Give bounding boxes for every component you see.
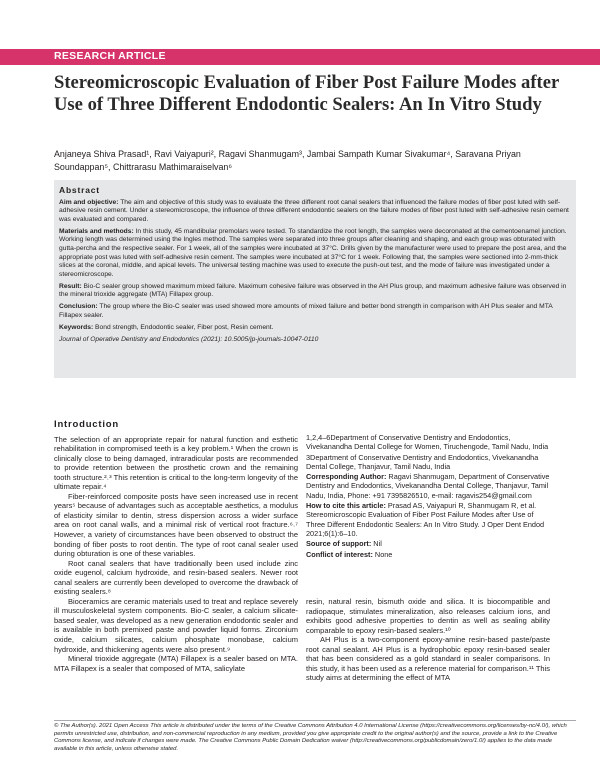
- result-label: Result:: [59, 282, 82, 290]
- cite-text: Prasad AS, Vaiyapuri R, Shanmugam R, et al. Stereomicroscopic Evaluation of Fiber Post Failure Modes after Use of Three Different Endodontic Sealers: An In Vitro Study. J Oper Dent Endod 2021;6(1):6–10.: [306, 501, 545, 538]
- right-column: [306, 597, 550, 683]
- affiliations-block: [306, 433, 550, 560]
- how-to-cite: [306, 501, 550, 538]
- author-list: Anjaneya Shiva Prasad¹, Ravi Vaiyapuri², Ragavi Shanmugam³, Jambai Sampath Kumar Sivakumar⁴, Saravana Priyan Soundappan⁵, Chittrarasu Mathimaraiselvan⁶: [54, 149, 521, 172]
- abstract-box: [54, 180, 576, 378]
- methods-text: In this study, 45 mandibular premolars were tested. To standardize the root length, the samples were decoronated at the cementoenamel junction. Working length was determined using the Ingles method. The samples were separated into three groups after cleaning and shaping, and each group was obturated with gutta-percha and the respective sealer. For 1 week, all of the samples were incubated at 37°C. Drills given by the manufacturer were used to prepare the post area, and the appropriate post was luted with self-adhesive resin cement. The samples were incubated at 37°C for 1 week. Following that, the samples were sectioned into 2-mm-thick slices at the coronal, middle, and apical levels. The universal testing machine was used to execute the push-out test, and the mode of failure was investigated under a stereomicroscope.: [59, 227, 567, 278]
- intro-paragraph-5: Mineral trioxide aggregate (MTA) Fillapex is a sealer based on MTA. MTA Fillapex is a sealer that composed of MTA, salicylate: [54, 654, 298, 673]
- abstract-aim: [59, 199, 571, 225]
- intro-paragraph-4: Bioceramics are ceramic materials used to treat and replace severely ill musculoskeletal system components. Bio-C sealer, a calcium silicate-based sealer, was developed as a new generation endodontic sealer and is available in both premixed paste and powder liquid forms. Zirconium oxide, calcium silicates, calcium phosphate monobase, calcium hydroxide, and thickening agents were also present.⁹: [54, 596, 298, 654]
- introduction-heading: Introduction: [54, 419, 120, 430]
- conflict-label: Conflict of interest:: [306, 549, 373, 559]
- corresponding-author: [306, 472, 550, 500]
- intro-paragraph-1: The selection of an appropriate repair for natural function and esthetic rehabilitation in compromised teeth is a key problem.¹ When the crown is clinically close to being damaged, intraradicular posts are recommended to provide retention between the prosthetic crown and the remaining tooth structure.²˒³ This retention is critical to the long-term longevity of the ultimate repair.⁴: [54, 434, 298, 492]
- aim-text: The aim and objective of this study was to evaluate the three different root canal sealers that influenced the failure modes of fiber post luted with self-adhesive resin cement. Under a stereomicroscope, the influence of three different endodontic sealers on the failure modes of fiber post luted with self-adhesive resin cement was evaluated and compared.: [59, 198, 569, 223]
- abstract-conclusion: [59, 303, 571, 320]
- intro-paragraph-6: resin, natural resin, bismuth oxide and silica. It is biocompatible and radiopaque, stimulates mineralization, also releases calcium ions, and exhibits good adhesive properties to dentin as well as sealing ability comparable to epoxy resin-based sealers.¹⁰: [306, 597, 550, 635]
- journal-citation: Journal of Operative Dentistry and Endodontics (2021): 10.5005/jp-journals-10047-0110: [59, 335, 319, 343]
- cite-label: How to cite this article:: [306, 501, 386, 511]
- article-type-label: RESEARCH ARTICLE: [54, 50, 166, 62]
- conflict-of-interest: [306, 550, 550, 559]
- abstract-result: [59, 283, 571, 300]
- article-title: Stereomicroscopic Evaluation of Fiber Post Failure Modes after Use of Three Different Endodontic Sealers: An In Vitro Study: [54, 72, 559, 115]
- aim-label: Aim and objective:: [59, 198, 119, 206]
- conflict-text: None: [372, 549, 393, 559]
- abstract-heading: Abstract: [59, 185, 100, 195]
- left-column: [54, 420, 298, 673]
- intro-paragraph-7: AH Plus is a two-component epoxy-amine resin-based paste/paste root canal sealant. AH Plus is a hydrophobic epoxy resin-based sealer that has been considered as a gold standard in sealer comparisons. In this study, it has been used as a reference material for comparison.¹¹ This study aims at determining the effect of MTA: [306, 635, 551, 683]
- abstract-keywords: [59, 324, 571, 333]
- source-of-support: [306, 539, 550, 548]
- affiliation-1: 1,2,4–6Department of Conservative Dentistry and Endodontics, Vivekanandha Dental College for Women, Tiruchengode, Tamil Nadu, India: [306, 433, 549, 452]
- abstract-methods: [59, 228, 571, 280]
- footer-divider: [54, 720, 576, 721]
- corresponding-text: Ragavi Shanmugam, Department of Conservative Dentistry and Endodontics, Vivekanandha Dental College, Thanjavur, Tamil Nadu, India, Phone: +91 7395826510, e-mail: ragavis254@gmail.com: [306, 472, 550, 500]
- methods-label: Materials and methods:: [59, 227, 134, 235]
- corresponding-label: Corresponding Author:: [306, 472, 387, 482]
- intro-paragraph-2: Fiber-reinforced composite posts have seen increased use in recent years⁵ because of advantages such as acceptable aesthetics, a modulus of elasticity similar to dentin, stress dispersion across a wider surface area on root canal walls, and a minimal risk of vertical root fracture.⁶˒⁷ However, a variety of circumstances have been observed to obstruct the bonding of fiber posts to root dentin. The type of root canal sealer used during obturation is one of these variables.: [54, 491, 298, 559]
- keywords-label: Keywords:: [59, 323, 94, 331]
- keywords-text: Bond strength, Endodontic sealer, Fiber post, Resin cement.: [93, 323, 274, 331]
- conclusion-text: The group where the Bio-C sealer was used showed more amounts of mixed failure and better bond strength in comparison with AH Plus sealer and MTA Fillapex sealer.: [59, 303, 553, 319]
- support-text: Nil: [371, 539, 382, 549]
- conclusion-label: Conclusion:: [59, 303, 98, 311]
- result-text: Bio-C sealer group showed maximum mixed failure. Maximum cohesive failure was observed in the AH Plus group, and maximum adhesive failure was observed in the mineral trioxide aggregate (MTA) Fillapex group.: [59, 282, 567, 299]
- article-type-banner: [0, 49, 600, 65]
- support-label: Source of support:: [306, 539, 372, 549]
- intro-paragraph-3: Root canal sealers that have traditionally been used include zinc oxide eugenol, calcium hydroxide, and resin-based sealers. Newer root canal sealers are currently been developed to overcome the drawback of existing sealers.⁸: [54, 558, 298, 597]
- affiliation-2: 3Department of Conservative Dentistry and Endodontics, Vivekanandha Dental College, Thanjavur, Tamil Nadu, India: [306, 452, 539, 471]
- license-footer: © The Author(s). 2021 Open Access This article is distributed under the terms of the Creative Commons Attribution 4.0 International License (https://creativecommons.org/licenses/by-nc/4.0/), which permits unrestricted use, distribution, and non-commercial reproduction in any medium, provided you give appropriate credit to the original author(s) and the source, provide a link to the Creative Commons license, and indicate if changes were made. The Creative Commons Public Domain Dedication waiver (http://creativecommons.org/publicdomain/zero/1.0/) applies to the data made available in this article, unless otherwise stated.: [54, 723, 567, 752]
